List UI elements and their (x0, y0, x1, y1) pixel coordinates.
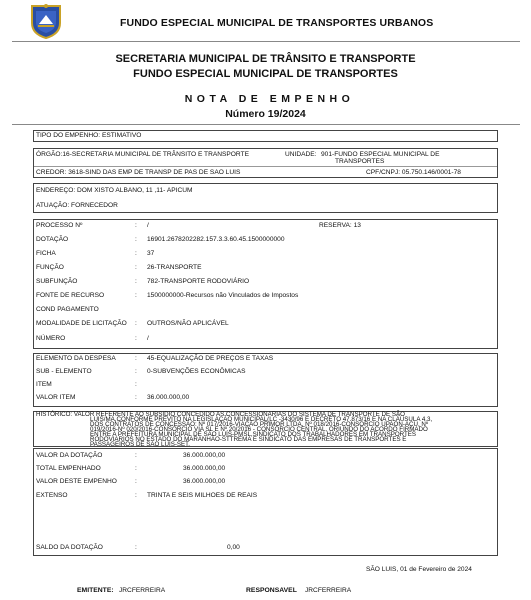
detalhes-label: FUNÇÃO (36, 264, 64, 271)
valores-label: VALOR DA DOTAÇÃO (36, 452, 103, 459)
document-title: NOTA DE EMPENHO (184, 93, 355, 105)
historico-line: LUIS/MA,CONFORME PREVITO NA LEGISLAÇÃO MUNICIPAL(LC -3430/96 E DECRETO 47.873/16 E NA CLÁUSULA 4.3, (90, 416, 433, 423)
historico-line: 019/2016-Nº 020/2016-CONSORCIO VIA SL E Nº 20/2016 - CONSÓRCIO CENTRAL, ORIUNDO DO ACORDO FIRMADO (90, 426, 428, 433)
secretaria-title: SECRETARIA MUNICIPAL DE TRÂNSITO E TRANSPORTE (115, 53, 416, 65)
emitente-label: EMITENTE: (77, 587, 114, 594)
elemento-value: 36.000.000,00 (147, 394, 190, 401)
historico-line: DOS CONTRATOS DE CONCESSÃO: Nº 017/2016-VIAÇÃO PRIMOR LTDA, Nº 018/2016-CONSORCIO UPAON-AÇU, Nº (90, 421, 429, 428)
valores-value: 36.000.000,00 (183, 465, 226, 472)
detalhes-label: FICHA (36, 250, 56, 257)
reserva-field: RESERVA: 13 (319, 222, 361, 229)
detalhes-value: 1500000000-Recursos não Vinculados de Impostos (147, 292, 299, 299)
elemento-label: VALOR ITEM (36, 394, 76, 401)
detalhes-value: 37 (147, 250, 155, 257)
detalhes-label: MODALIDADE DE LICITAÇÃO (36, 320, 127, 327)
local-data: SÃO LUIS, 01 de Fevereiro de 2024 (366, 566, 472, 573)
elemento-value: 45-EQUALIZAÇÃO DE PREÇOS E TAXAS (147, 355, 274, 362)
elemento-label: ELEMENTO DA DESPESA (36, 355, 116, 362)
valores-value: 36.000.000,00 (183, 478, 226, 485)
detalhes-value: OUTROS/NÃO APLICÁVEL (147, 320, 229, 327)
historico-box (33, 411, 498, 447)
tipo-empenho: TIPO DO EMPENHO: ESTIMATIVO (36, 132, 142, 139)
historico-line: PASSAGEIROS DE SÃO LUIS-SET. (90, 441, 190, 448)
valores-value: 0,00 (227, 544, 240, 551)
detalhes-value: 16901.2678202282.157.3.3.60.45.1500000000 (147, 236, 285, 243)
valores-label: VALOR DESTE EMPENHO (36, 478, 117, 485)
fundo-title: FUNDO ESPECIAL MUNICIPAL DE TRANSPORTES (133, 68, 398, 80)
elemento-value: 0-SUBVENÇÕES ECONÔMICAS (147, 368, 246, 375)
unidade-line-2: TRANSPORTES (335, 158, 385, 165)
valores-box: VALOR DA DOTAÇÃO : 36.000.000,00 TOTAL EMPENHADO : 36.000.000,00 VALOR DESTE EMPENHO : 36.000.000,00 EXTENSO : TRINTA E SEIS MILHOES DE REAIS SALDO DA DOTAÇÃO : 0,00 (33, 448, 498, 556)
elemento-label: ITEM (36, 381, 52, 388)
orgao-divider (34, 166, 497, 167)
detalhes-value: 782-TRANSPORTE RODOVIÁRIO (147, 278, 250, 285)
responsavel-name: JRCFERREIRA (305, 587, 352, 594)
header-divider (12, 41, 520, 42)
credor-field: CREDOR: 3618-SIND DAS EMP DE TRANSP DE PAS DE SAO LUIS (36, 169, 241, 176)
cpf-cnpj-field: CPF/CNPJ: 05.750.146/0001-78 (366, 169, 461, 176)
document-number: Número 19/2024 (225, 108, 306, 120)
detalhes-value: / (147, 222, 149, 229)
orgao-field: ÓRGÃO:16-SECRETARIA MUNICIPAL DE TRÂNSITO E TRANSPORTE (36, 151, 249, 158)
responsavel-label: RESPONSAVEL (246, 587, 297, 594)
valores-value: 36.000.000,00 (183, 452, 226, 459)
emitente-name: JRCFERREIRA (119, 587, 166, 594)
valores-label: SALDO DA DOTAÇÃO (36, 544, 103, 551)
detalhes-label: COND PAGAMENTO (36, 306, 99, 313)
historico-line: HISTÓRICO: VALOR REFERENTE AO SUBSIDIO CONCEDIDO AS CONCESSIONARIAS DO SISTEMA DE TRANSPORTE DE SÃO (36, 411, 405, 418)
historico-line: RODOVIARIOS NO ESTADO DO MARANHÃO-STTREMA E SINDICATO DAS EMPRESAS DE TRANSPORTES E (90, 436, 407, 443)
title-divider (12, 124, 520, 125)
endereco-field: ENDEREÇO: DOM XISTO ALBANO, 11 ,11- APICUM (36, 187, 193, 194)
detalhes-label: DOTAÇÃO (36, 236, 69, 243)
detalhes-label: NÚMERO (36, 335, 66, 342)
unidade-line-1: 901-FUNDO ESPECIAL MUNICIPAL DE (321, 151, 440, 158)
unidade-label: UNIDADE: (285, 151, 317, 158)
detalhes-label: SUBFUNÇÃO (36, 278, 78, 285)
endereco-box (33, 183, 498, 213)
valores-label: EXTENSO (36, 492, 68, 499)
elemento-label: SUB - ELEMENTO (36, 368, 92, 375)
valores-label: TOTAL EMPENHADO (36, 465, 101, 472)
detalhes-value: 26-TRANSPORTE (147, 264, 202, 271)
detalhes-label: FONTE DE RECURSO (36, 292, 105, 299)
orgao-credor-box (33, 148, 498, 178)
tipo-empenho-box (33, 130, 498, 142)
detalhes-box: PROCESSO Nº : / RESERVA: 13 DOTAÇÃO : 16901.2678202282.157.3.3.60.45.1500000000 FICHA : 37 FUNÇÃO : 26-TRANSPORTE SUBFUNÇÃO : 782-TRANSPORTE RODOVIÁRIO FONTE DE RECURSO : 1500000000-Recursos não Vinculados de Impostos COND PAGAMENTO MODALIDADE DE LICITAÇÃO : OUTROS/NÃO APLICÁVEL NÚMERO : / (33, 219, 498, 349)
historico-line: ENTRE A PREFEITURA MUNICIPAL DE SÃO LUÍS-PMSL,SINDICATO DOS TRABALHADORES EM TRANSPORTES (90, 431, 417, 438)
detalhes-value: / (147, 335, 149, 342)
detalhes-label: PROCESSO Nº (36, 222, 83, 229)
coat-of-arms-logo (29, 3, 63, 39)
atuacao-field: ATUAÇÃO: FORNECEDOR (36, 202, 118, 209)
org-header-title: FUNDO ESPECIAL MUNICIPAL DE TRANSPORTES URBANOS (120, 17, 434, 29)
elemento-box: ELEMENTO DA DESPESA : 45-EQUALIZAÇÃO DE PREÇOS E TAXAS SUB - ELEMENTO : 0-SUBVENÇÕES ECONÔMICAS ITEM : VALOR ITEM : 36.000.000,00 (33, 353, 498, 407)
valores-value: TRINTA E SEIS MILHOES DE REAIS (147, 492, 258, 499)
